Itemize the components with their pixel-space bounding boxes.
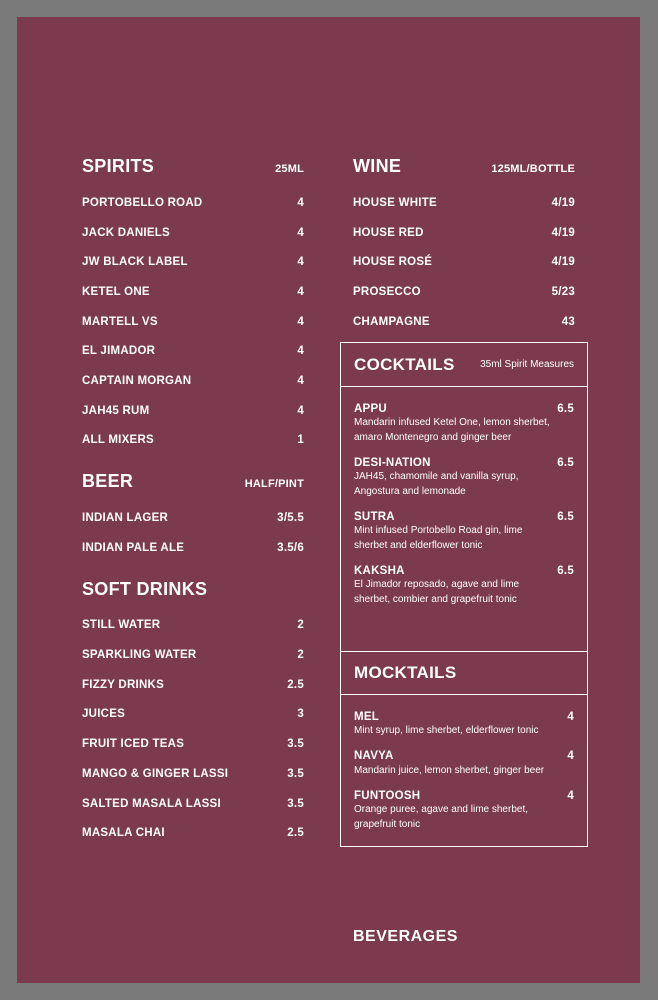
menu-item (82, 729, 304, 759)
cocktails-measure: 35ml Spirit Measures (480, 359, 574, 370)
item-price: 4 (297, 285, 304, 298)
menu-item (82, 277, 304, 307)
menu-item (82, 611, 304, 641)
item-price: 4 (297, 196, 304, 209)
drink-price: 4 (567, 710, 574, 723)
drink-price: 6.5 (557, 564, 574, 577)
item-price: 3.5/6 (277, 541, 304, 554)
wine-measure: 125ML/BOTTLE (491, 163, 575, 175)
drink-description: Orange puree, agave and lime sherbet, (354, 804, 528, 815)
spirits-measure: 25ML (275, 163, 304, 175)
item-price: 4/19 (551, 226, 575, 239)
menu-item (353, 218, 575, 248)
item-name: EL JIMADOR (82, 345, 156, 358)
item-name: SPARKLING WATER (82, 649, 197, 662)
beer-measure: HALF/PINT (244, 478, 304, 491)
drink-name: KAKSHA (354, 564, 405, 577)
drink-item (354, 788, 574, 832)
item-name: FIZZY DRINKS (82, 678, 165, 691)
item-name: STILL WATER (82, 619, 161, 632)
drink-description: amaro Montenegro and ginger beer (354, 431, 512, 443)
item-price: 4/19 (551, 196, 575, 209)
drink-price: 6.5 (557, 510, 574, 523)
item-name: FRUIT ICED TEAS (82, 738, 185, 751)
item-price: 3.5 (287, 738, 304, 751)
wine-title: WINE (353, 156, 402, 176)
menu-item (82, 366, 304, 396)
drink-description: Mint infused Portobello Road gin, lime (354, 525, 523, 536)
item-name: JUICES (82, 708, 126, 721)
cocktails-list (341, 387, 587, 651)
item-price: 4 (297, 226, 304, 239)
item-name: HOUSE WHITE (353, 196, 437, 209)
menu-item (82, 759, 304, 789)
drink-header (354, 455, 574, 470)
menu-item (82, 218, 304, 248)
item-price: 3/5.5 (277, 512, 304, 525)
menu-item (353, 277, 575, 307)
menu-item (82, 503, 304, 533)
soft-drinks-list (82, 611, 304, 849)
drink-header (354, 563, 574, 578)
item-price: 4 (297, 315, 304, 328)
item-name: CAPTAIN MORGAN (82, 374, 192, 387)
menu-item (82, 670, 304, 700)
item-price: 3.5 (287, 797, 304, 810)
item-name: SALTED MASALA LASSI (82, 797, 221, 810)
menu-item (82, 188, 304, 218)
beer-list (82, 503, 304, 562)
menu-item (82, 700, 304, 730)
drink-name: MEL (354, 710, 380, 723)
drink-price: 4 (567, 789, 574, 802)
drink-description: El Jimador reposado, agave and lime (354, 579, 520, 590)
menu-item (82, 426, 304, 456)
item-name: JACK DANIELS (82, 226, 170, 239)
spirits-header (82, 156, 304, 177)
drink-description: grapefruit tonic (354, 818, 421, 830)
drink-description: Mandarin juice, lemon sherbet, ginger beer (354, 764, 545, 776)
drink-price: 4 (567, 750, 574, 762)
item-name: ALL MIXERS (82, 434, 154, 447)
drink-description: sherbet and elderflower tonic (354, 539, 483, 551)
drink-item (354, 709, 574, 739)
drink-header (354, 749, 574, 764)
left-column (82, 156, 304, 848)
mocktails-title: MOCKTAILS (354, 663, 457, 682)
spirits-title: SPIRITS (82, 156, 155, 176)
wine-list (353, 188, 575, 336)
item-name: JAH45 RUM (82, 404, 150, 417)
mocktails-header (341, 651, 587, 695)
drink-price: 6.5 (557, 456, 574, 469)
item-name: CHAMPAGNE (353, 315, 430, 328)
beer-header (82, 471, 304, 492)
right-column (353, 156, 575, 336)
mocktails-list (341, 695, 587, 832)
soft-drinks-header (82, 579, 304, 600)
beverages-title: BEVERAGES (353, 928, 458, 945)
item-name: MANGO & GINGER LASSI (82, 767, 229, 780)
drink-header (354, 401, 574, 416)
item-price: 4/19 (551, 256, 575, 269)
drink-item (354, 563, 574, 607)
cocktails-header (341, 343, 587, 387)
drink-name: DESI-NATION (354, 456, 431, 469)
menu-item (82, 307, 304, 337)
item-name: JW BLACK LABEL (82, 256, 188, 269)
item-name: HOUSE RED (353, 226, 424, 239)
menu-item (353, 188, 575, 218)
item-name: INDIAN PALE ALE (82, 541, 185, 554)
cocktails-title: COCKTAILS (354, 354, 455, 374)
drink-header (354, 709, 574, 724)
menu-item (82, 640, 304, 670)
item-price: 4 (297, 256, 304, 269)
soft-drinks-title: SOFT DRINKS (82, 578, 208, 599)
item-price: 2.5 (287, 827, 304, 840)
drink-price: 6.5 (557, 402, 574, 415)
drink-description: Mint syrup, lime sherbet, elderflower tonic (354, 725, 539, 736)
menu-page (17, 17, 640, 983)
drink-name: SUTRA (354, 510, 395, 523)
item-price: 3.5 (287, 767, 304, 780)
item-price: 43 (561, 315, 575, 328)
item-name: MARTELL VS (82, 315, 158, 328)
item-name: MASALA CHAI (82, 827, 165, 840)
drink-name: APPU (354, 402, 387, 415)
drink-description: Angostura and lemonade (354, 485, 466, 497)
spirits-list (82, 188, 304, 455)
cocktails-box (340, 342, 588, 847)
item-name: PROSECCO (353, 285, 421, 298)
drink-item (354, 401, 574, 445)
item-name: INDIAN LAGER (82, 512, 169, 525)
item-name: PORTOBELLO ROAD (82, 196, 203, 209)
drink-name: NAVYA (354, 750, 394, 762)
item-price: 3 (297, 708, 304, 721)
wine-header (353, 156, 575, 177)
item-price: 4 (297, 374, 304, 387)
menu-item (82, 789, 304, 819)
drink-description: Mandarin infused Ketel One, lemon sherbet, (354, 417, 550, 428)
item-price: 5/23 (551, 285, 575, 298)
menu-item (353, 247, 575, 277)
menu-item (82, 396, 304, 426)
menu-item (82, 336, 304, 366)
drink-header (354, 509, 574, 524)
item-price: 1 (297, 434, 304, 447)
menu-item (82, 247, 304, 277)
drink-item (354, 455, 574, 499)
menu-item (82, 818, 304, 848)
item-price: 2.5 (287, 678, 304, 691)
drink-item (354, 749, 574, 779)
drink-description: sherbet, combier and grapefruit tonic (354, 593, 517, 605)
item-price: 2 (297, 649, 304, 662)
beer-title: BEER (82, 471, 134, 492)
drink-description: JAH45, chamomile and vanilla syrup, (354, 471, 519, 482)
menu-item (353, 307, 575, 337)
item-price: 2 (297, 619, 304, 632)
item-price: 4 (297, 345, 304, 358)
drink-name: FUNTOOSH (354, 789, 421, 802)
drink-header (354, 788, 574, 803)
menu-item (82, 533, 304, 563)
item-price: 4 (297, 404, 304, 417)
item-name: HOUSE ROSÉ (353, 256, 433, 269)
drink-item (354, 509, 574, 553)
item-name: KETEL ONE (82, 285, 150, 298)
